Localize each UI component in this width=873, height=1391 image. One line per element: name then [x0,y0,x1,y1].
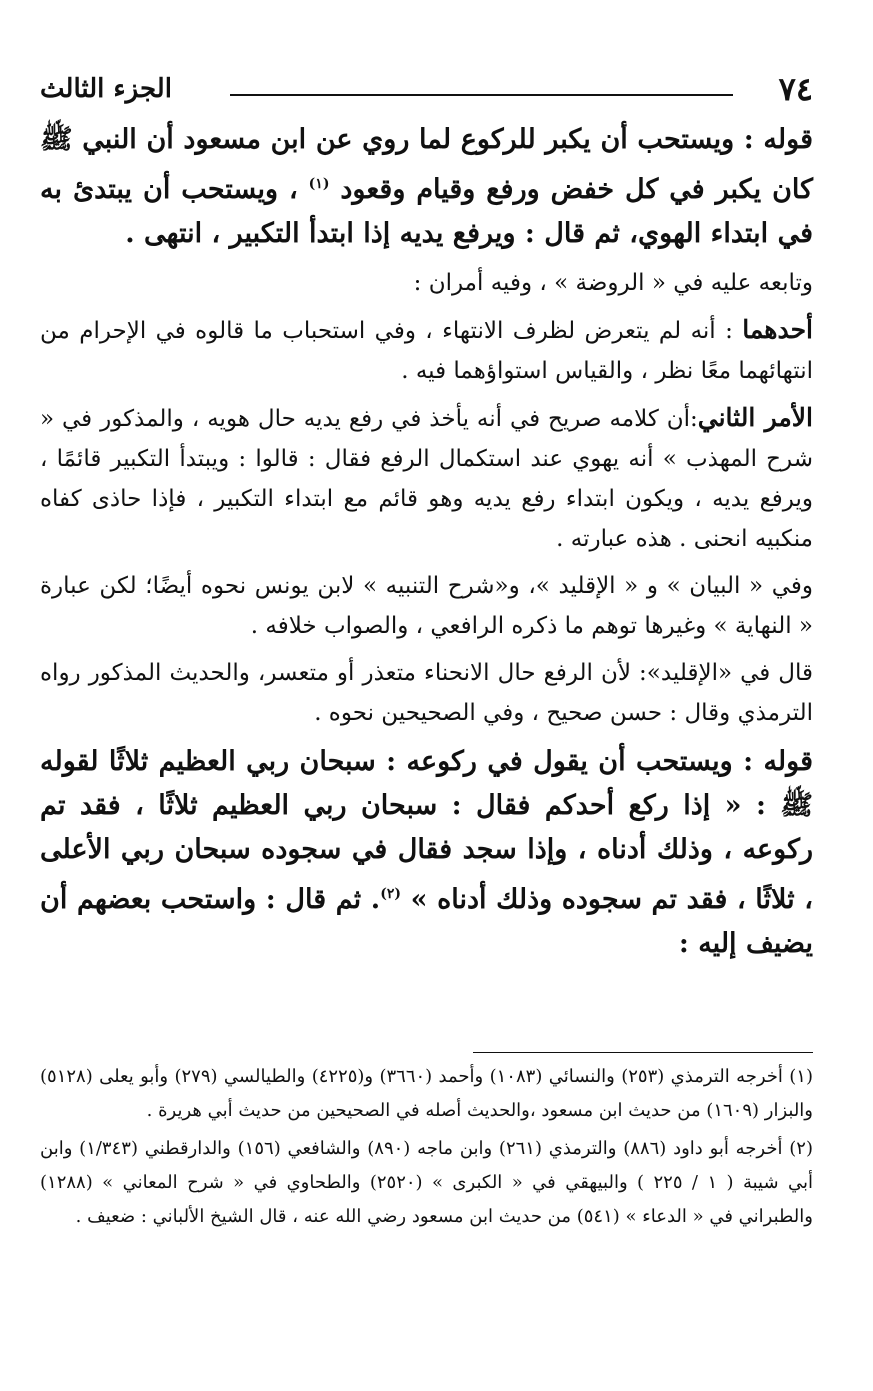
paragraph-text: :أن كلامه صريح في أنه يأخذ في رفع يديه حال هويه ، والمذكور في « شرح المهذب » أنه يهوي عند استكمال الرفع فقال : قالوا : ويبتدأ التكبير قائمًا ، ويرفع يديه ، ويكون ابتداء رفع يديه وهو قائم مع ابتداء التكبير ، فإذا حاذى كفاه منكبيه انحنى . هذه عبارته . [40,406,813,552]
paragraph-text: قال في «الإقليد»: لأن الرفع حال الانحناء متعذر أو متعسر، والحديث المذكور رواه الترمذي وقال : حسن صحيح ، وفي الصحيحين نحوه . [40,660,813,726]
page-number: ٧٤ [778,70,813,108]
paragraph-7 [40,740,813,966]
paragraph-tail: ، ويستحب أن يبتدئ به في ابتداء الهوي، ثم قال : ويرفع يديه إذا ابتدأ التكبير ، انتهى . [40,174,813,249]
footnote-2: (٢) أخرجه أبو داود (٨٨٦) والترمذي (٢٦١) وابن ماجه (٨٩٠) والشافعي (١٥٦) والدارقطني (١/٣٤٣) وابن أبي شيبة ( ١ / ٢٢٥ ) والبيهقي في « الكبرى » (٢٥٢٠) والطحاوي في « شرح المعاني » (١٢٨٨) والطبراني في « الدعاء » (٥٤١) من حديث ابن مسعود رضي الله عنه ، قال الشيخ الألباني : ضعيف . [40,1138,814,1227]
header-rule [230,94,733,96]
footnote-ref-2[interactable]: (٢) [380,886,401,902]
paragraph-3 [40,310,813,391]
paragraph-text: قوله : ويستحب أن يكبر للركوع لما روي عن ابن مسعود أن النبي ﷺ كان يكبر في كل خفض ورفع وقيام وقعود [40,124,813,205]
paragraph-2 [40,263,813,303]
footnote-separator [473,1052,813,1053]
paragraph-text: : أنه لم يتعرض لظرف الانتهاء ، وفي استحباب ما قالوه في الإحرام من انتهائهما معًا نظر ، والقياس استواؤهما فيه . [40,318,813,384]
part-title: الجزء الثالث [40,74,172,104]
paragraph-lead: الأمر الثاني [697,403,814,432]
main-text [40,118,813,973]
footnote-1: (١) أخرجه الترمذي (٢٥٣) والنسائي (١٠٨٣) وأحمد (٣٦٦٠) و(٤٢٢٥) والطيالسي (٢٧٩) وأبو يعلى (٥١٢٨) والبزار (١٦٠٩) من حديث ابن مسعود ،والحديث أصله في الصحيحين من حديث أبي هريرة . [40,1066,813,1121]
paragraph-6 [40,653,813,733]
paragraph-text: وتابعه عليه في « الروضة » ، وفيه أمران : [413,270,813,296]
page-header [40,64,813,114]
paragraph-4 [40,398,813,559]
paragraph-lead: أحدهما [742,315,813,344]
footnote-ref-1[interactable]: (١) [308,176,330,192]
paragraph-5 [40,566,813,646]
paragraph-text: قوله : ويستحب أن يقول في ركوعه : سبحان ربي العظيم ثلاثًا لقوله ﷺ : « إذا ركع أحدكم فقال : سبحان ربي العظيم ثلاثًا ، فقد تم ركوعه ، وذلك أدناه ، وإذا سجد فقال في سجوده سبحان ربي الأعلى ، ثلاثًا ، فقد تم سجوده وذلك أدناه » [40,746,813,915]
paragraph-tail: . ثم قال : واستحب بعضهم أن يضيف إليه : [40,884,813,959]
paragraph-1 [40,118,813,256]
footnotes [40,1060,813,1238]
paragraph-text: وفي « البيان » و « الإقليد »، و«شرح التنبيه » لابن يونس نحوه أيضًا؛ لكن عبارة « النهاية » وغيرها توهم ما ذكره الرافعي ، والصواب خلافه . [40,573,813,639]
